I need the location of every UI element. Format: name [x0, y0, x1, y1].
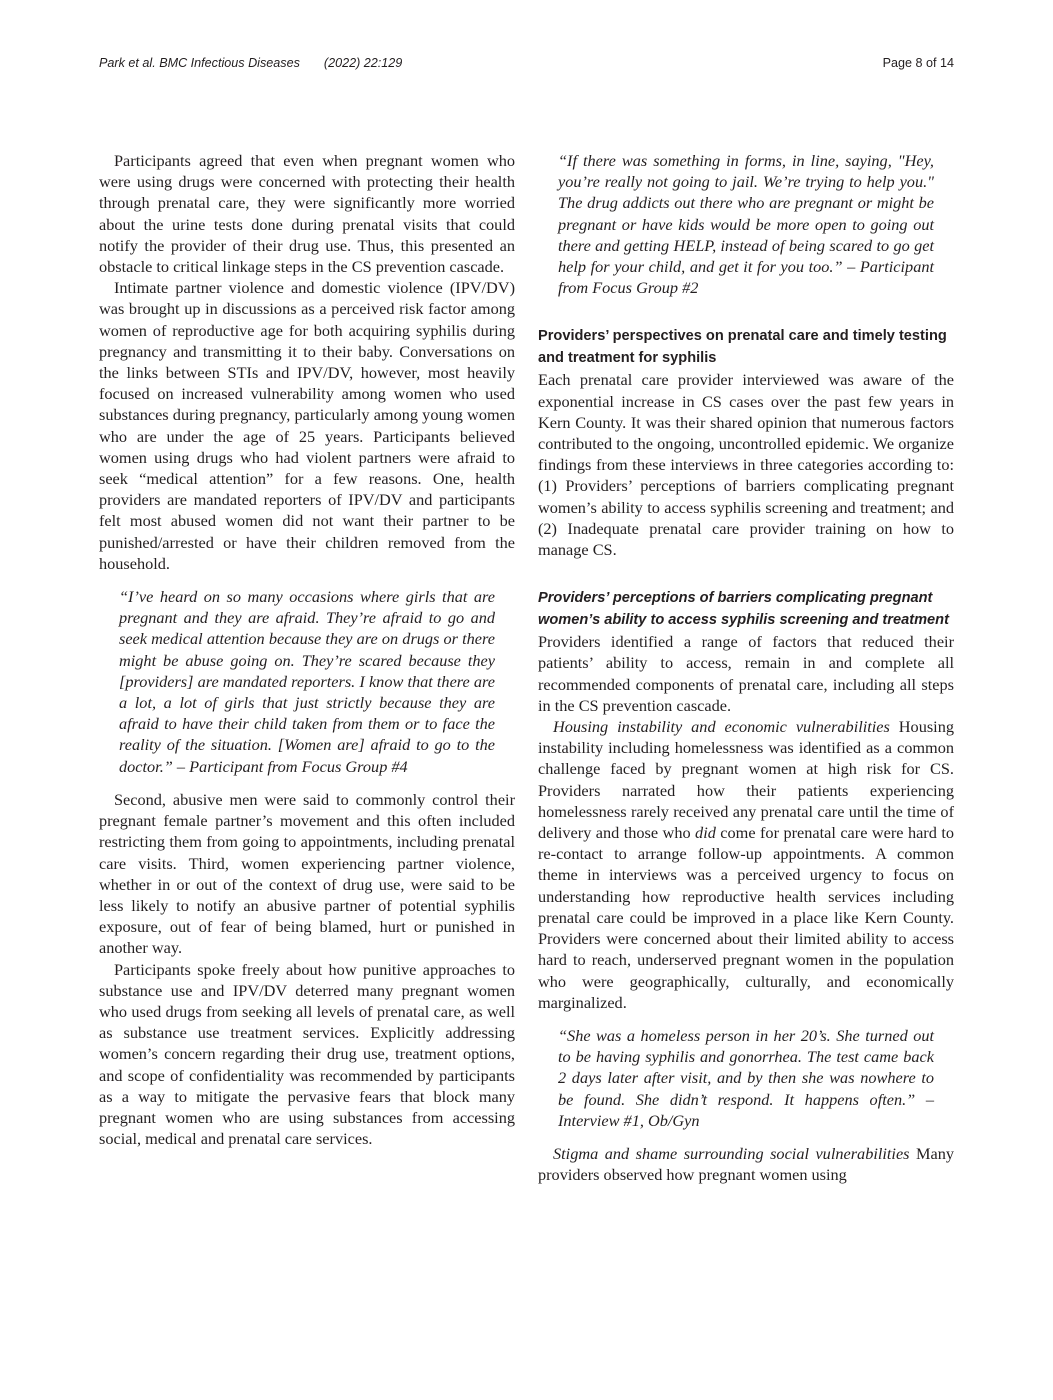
volume-year: (2022) 22:129	[323, 56, 403, 70]
emphasis: did	[695, 823, 716, 843]
paragraph: Intimate partner violence and domestic violence (IPV/DV) was brought up in discussions as a perceived risk factor among women of reproductive age for both acquiring syphilis during pregnancy and transmitting it to their baby. Conversations on the links between STIs and IPV/DV, however, most heavily focused on increased vulnerability among women who used substances during pregnancy, particularly among young women who are under the age of 25 years. Participants believed women using drugs who had violent partners were afraid to seek “medical attention” for a few reasons. One, health providers are mandated reporters of IPV/DV and participants felt most abused women did not want their partner to be punished/arrested or have their children removed from the household.	[99, 278, 515, 573]
block-quote: “If there was something in forms, in line, saying, "Hey, you’re really not going to jail. We’re trying to help you." The drug addicts out there who are pregnant or might be pregnant or have kids would be more open to going out there and getting HELP, instead of being scared to go get help for your child, and get it for you too.” – Participant from Focus Group #2	[558, 151, 934, 298]
paragraph-text: Housing instability including homelessness was identified as a common challenge faced by pregnant women at high risk for CS. Providers narrated how their patients experiencing homelessness rarely received any prenatal care until the time of delivery and those who	[538, 717, 954, 843]
page-number: Page 8 of 14	[882, 56, 954, 70]
inline-heading: Housing instability and economic vulnerabilities	[553, 717, 890, 737]
block-quote: “I’ve heard on so many occasions where girls that are pregnant and they are afraid. They’re afraid to go and seek medical attention because they are on drugs or there might be abuse going on. They’re scared because they [providers] are mandated reporters. I know that there are a lot, a lot of girls that just strictly because they are afraid to have their child taken from them or to face the reality of the situation. [Women are] afraid to go to the doctor.” – Participant from Focus Group #4	[119, 587, 495, 776]
left-column	[99, 150, 515, 1149]
paragraph	[538, 716, 954, 1013]
running-header	[99, 56, 954, 76]
section-heading: Providers’ perspectives on prenatal care and timely testing and treatment for syphilis	[538, 328, 947, 366]
paragraph-text: come for prenatal care were hard to re-contact to arrange follow-up appointments. A common theme in interviews was a perceived urgency to focus on understanding how reproductive health services including prenatal care could be improved in a place like Kern County. Providers were concerned about their limited ability to access hard to reach, underserved pregnant women in the population who were geographically, culturally, and economically marginalized.	[538, 823, 954, 1012]
subsection-heading: Providers’ perceptions of barriers complicating pregnant women’s ability to access syphilis screening and treatment	[538, 590, 949, 628]
paragraph	[538, 1143, 954, 1185]
header-citation	[99, 56, 402, 70]
paragraph: Providers identified a range of factors that reduced their patients’ ability to access, remain in and complete all recommended components of prenatal care, including all steps in the CS prevention cascade.	[538, 632, 954, 715]
journal-citation: Park et al. BMC Infectious Diseases	[99, 56, 300, 70]
paragraph-text: Many providers observed how pregnant women using	[538, 1143, 954, 1185]
paragraph: Participants spoke freely about how punitive approaches to substance use and IPV/DV deterred many pregnant women who used drugs from seeking all levels of prenatal care, as well as substance use treatment services. Explicitly addressing women’s concern regarding their drug use, treatment options, and scope of confidentiality was recommended by participants as a way to mitigate the pervasive fears that block many pregnant women who are using substances from accessing social, medical and prenatal care services.	[99, 959, 515, 1149]
right-column	[538, 150, 954, 1185]
paragraph: Second, abusive men were said to commonly control their pregnant female partner’s movement and this often included restricting them from going to appointments, including prenatal care visits. Third, women experiencing partner violence, whether in or out of the context of drug use, were said to be less likely to notify an abusive partner of potential syphilis exposure, out of fear of being blamed, hurt or punished in another way.	[99, 789, 515, 958]
paragraph: Participants agreed that even when pregnant women who were using drugs were concerned with protecting their health through prenatal care, they were significantly more worried about the urine tests done during prenatal visits that could notify the provider of their drug use. Thus, this presented an obstacle to critical linkage steps in the CS prevention cascade.	[99, 151, 515, 277]
inline-heading: Stigma and shame surrounding social vulnerabilities	[553, 1143, 910, 1163]
paragraph: Each prenatal care provider interviewed was aware of the exponential increase in CS cases over the past few years in Kern County. It was their shared opinion that numerous factors contributed to the ongoing, uncontrolled epidemic. We organize findings from these interviews in three categories according to: (1) Providers’ perceptions of barriers complicating pregnant women’s ability to access syphilis screening and treatment; and (2) Inadequate prenatal care provider training on how to manage CS.	[538, 370, 954, 560]
block-quote: “She was a homeless person in her 20’s. She turned out to be having syphilis and gonorrhea. The test came back 2 days later after visit, and by then she was nowhere to be found. She didn’t respond. It happens often.” – Interview #1, Ob/Gyn	[558, 1025, 934, 1130]
